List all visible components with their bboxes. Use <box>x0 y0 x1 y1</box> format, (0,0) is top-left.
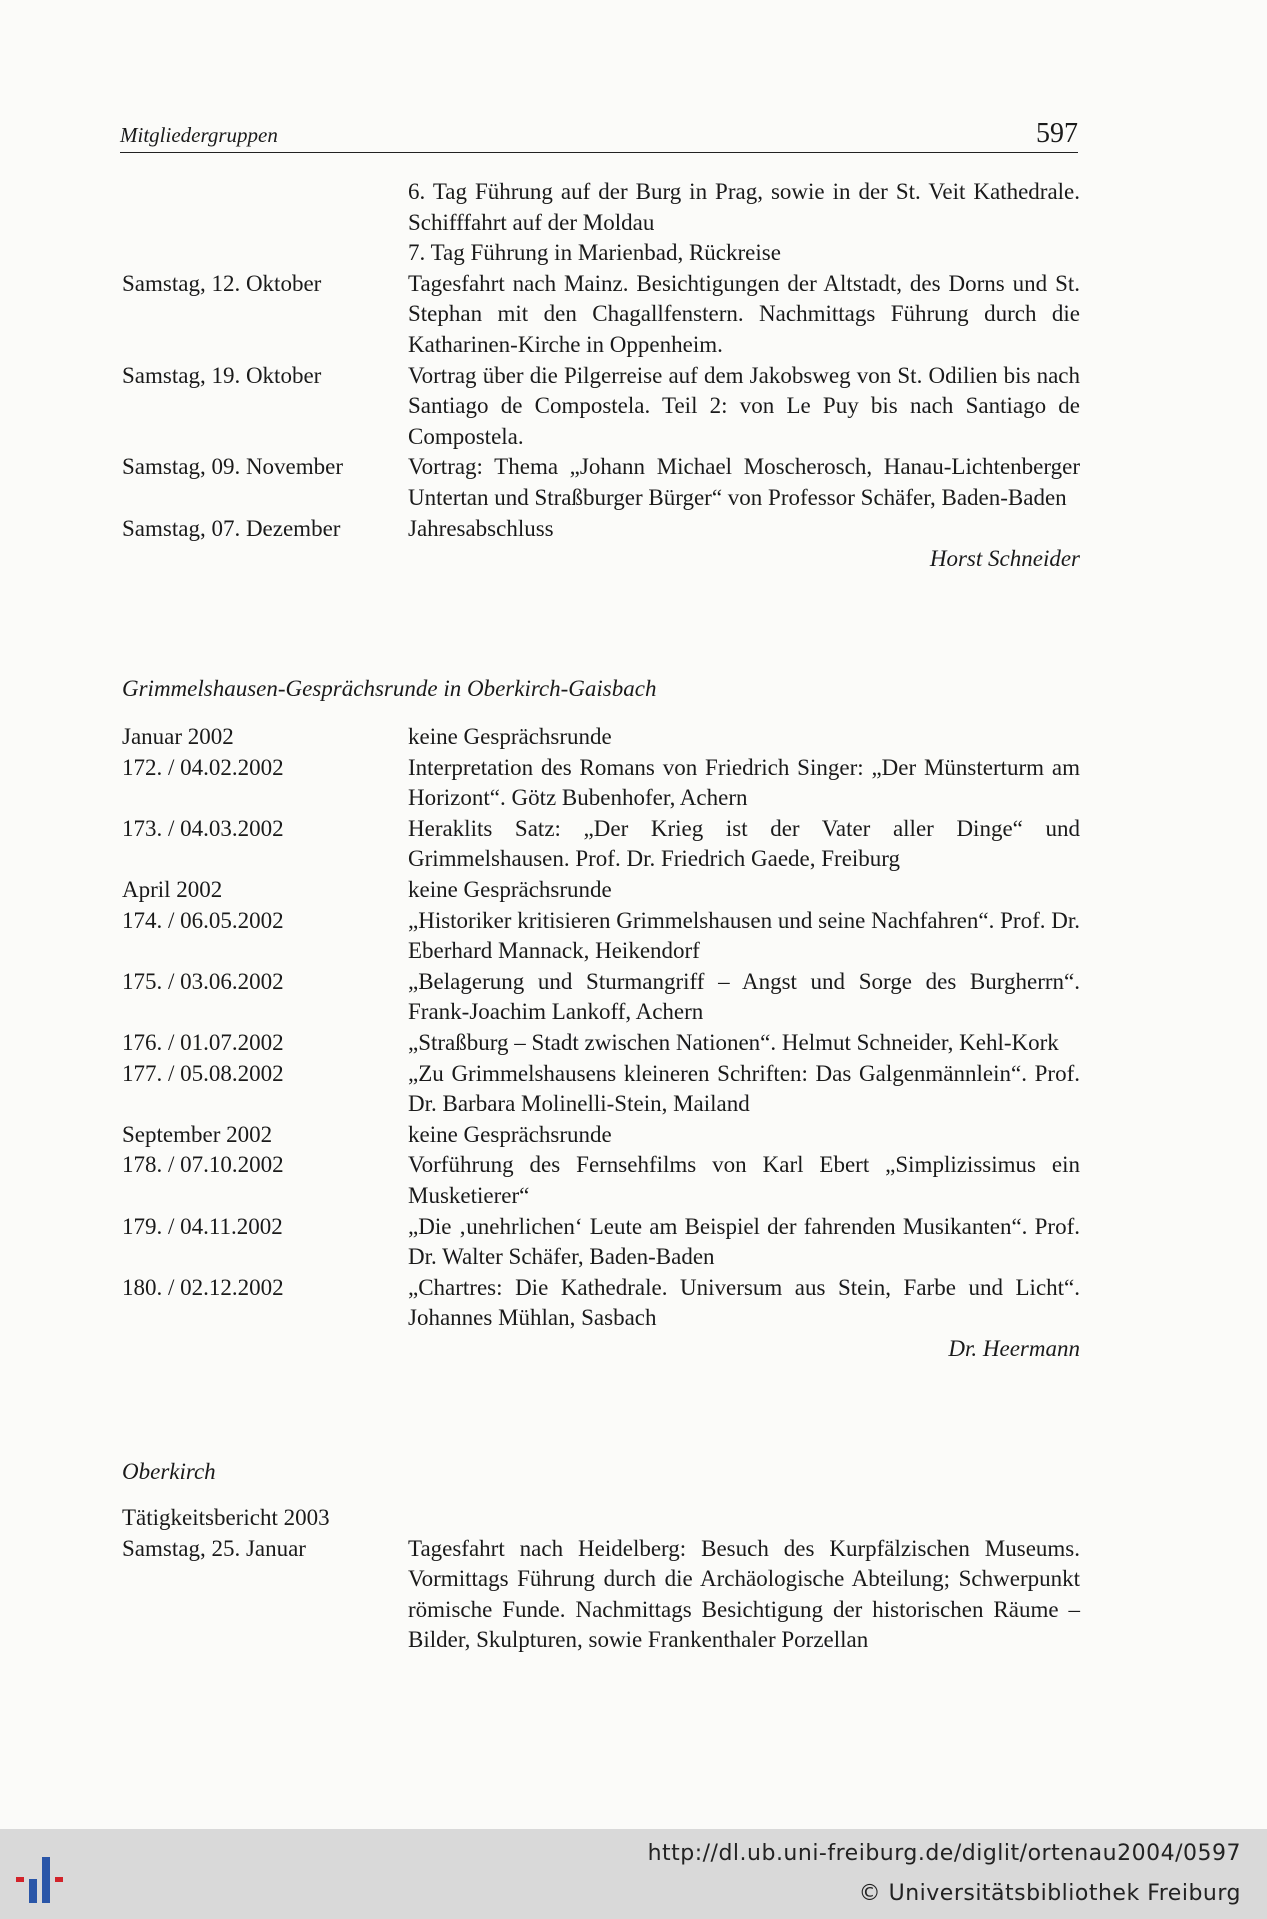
entry-text: 7. Tag Führung in Marienbad, Rückreise <box>408 240 781 266</box>
entry-date: September 2002 <box>122 1121 273 1147</box>
entry-text: Interpretation des Romans von Friedrich Singer: „Der Münsterturm am Horizont“. Götz Bubenhofer, Achern <box>408 754 1080 811</box>
entry-text: keine Gesprächsrunde <box>408 724 612 749</box>
running-head: Mitgliedergruppen <box>120 123 278 147</box>
program-entry <box>122 452 1080 513</box>
entry-text: keine Gesprächsrunde <box>408 1121 612 1147</box>
entry-date: April 2002 <box>122 876 223 902</box>
program-entry <box>122 1212 1080 1273</box>
program-entry <box>122 1028 1080 1059</box>
entry-text: Vortrag über die Pilgerreise auf dem Jakobsweg von St. Odilien bis nach Santiago de Compostela. Teil 2: von Le Puy bis nach Santiago de Compostela. <box>408 362 1080 449</box>
entry-text: Jahresabschluss <box>408 515 554 541</box>
section-grimmelshausen <box>122 722 1080 1364</box>
program-entry <box>122 514 1080 545</box>
copyright-text: © Universitätsbibliothek Freiburg <box>858 1881 1241 1906</box>
entry-text: keine Gesprächsrunde <box>408 876 612 902</box>
entry-text: „Belagerung und Sturmangriff – Angst und Sorge des Burgherrn“. Frank-Joachim Lankoff, Achern <box>408 968 1080 1025</box>
entry-text: Vortrag: Thema „Johann Michael Moscherosch, Hanau-Lichtenberger Untertan und Straßburger Bürger“ von Professor Schäfer, Baden-Baden <box>408 454 1080 510</box>
entry-date: Samstag, 19. Oktober <box>122 362 322 388</box>
subheading-row <box>122 1503 1080 1534</box>
entry-text: Heraklits Satz: „Der Krieg ist der Vater aller Dinge“ und Grimmelshausen. Prof. Dr. Friedrich Gaede, Freiburg <box>408 815 1080 872</box>
entry-text: „Historiker kritisieren Grimmelshausen und seine Nachfahren“. Prof. Dr. Eberhard Mannack, Heikendorf <box>408 907 1080 964</box>
program-entry <box>122 361 1080 453</box>
section-heading: Grimmelshausen-Gesprächsrunde in Oberkirch-Gaisbach <box>122 676 657 701</box>
signature: Dr. Heermann <box>948 1335 1080 1361</box>
entry-date: 180. / 02.12.2002 <box>122 1274 284 1300</box>
entry-date: Samstag, 09. November <box>122 454 344 480</box>
entry-date: 175. / 03.06.2002 <box>122 968 284 994</box>
program-entry <box>122 875 1080 906</box>
entry-date: 179. / 04.11.2002 <box>122 1213 283 1239</box>
ub-freiburg-logo-icon <box>16 1855 80 1905</box>
subheading: Tätigkeitsbericht 2003 <box>122 1505 330 1530</box>
entry-text: „Zu Grimmelshausens kleineren Schriften: Das Galgenmännlein“. Prof. Dr. Barbara Molinelli-Stein, Mailand <box>408 1060 1080 1117</box>
program-entry <box>122 967 1080 1028</box>
entry-date: Januar 2002 <box>122 724 234 749</box>
entry-date: Samstag, 25. Januar <box>122 1535 306 1561</box>
entry-text: „Chartres: Die Kathedrale. Universum aus Stein, Farbe und Licht“. Johannes Mühlan, Sasbach <box>408 1274 1080 1331</box>
program-entry <box>122 1150 1080 1211</box>
program-entry <box>122 269 1080 361</box>
entry-date: Samstag, 12. Oktober <box>122 270 322 296</box>
footer-bar <box>0 1829 1267 1919</box>
signature: Horst Schneider <box>929 546 1080 572</box>
entry-text: Tagesfahrt nach Heidelberg: Besuch des Kurpfälzischen Museums. Vormittags Führung durch die Archäologische Abteilung; Schwerpunkt römische Funde. Nachmittags Besichtigung der historischen Räume – Bilder, Skulpturen, sowie Frankenthaler Porzellan <box>408 1535 1080 1653</box>
source-url[interactable]: http://dl.ub.uni-freiburg.de/diglit/ortenau2004/0597 <box>647 1841 1241 1866</box>
entry-date: 173. / 04.03.2002 <box>122 815 284 841</box>
program-entry <box>122 1534 1080 1656</box>
entry-text: Vorführung des Fernsehfilms von Karl Ebert „Simplizissimus ein Musketierer“ <box>408 1152 1080 1208</box>
entry-date: 177. / 05.08.2002 <box>122 1060 284 1086</box>
page-number: 597 <box>1036 118 1078 149</box>
entry-text: 6. Tag Führung auf der Burg in Prag, sowie in der St. Veit Kathedrale. Schifffahrt auf der Moldau <box>408 179 1080 235</box>
entry-text: „Straßburg – Stadt zwischen Nationen“. Helmut Schneider, Kehl-Kork <box>408 1029 1059 1055</box>
program-entry <box>122 906 1080 967</box>
entry-date: 176. / 01.07.2002 <box>122 1029 284 1055</box>
entry-date: 172. / 04.02.2002 <box>122 754 284 780</box>
program-entry <box>122 753 1080 814</box>
entry-date: Samstag, 07. Dezember <box>122 515 341 541</box>
section-travel-program <box>122 177 1080 575</box>
continuation-entry <box>122 177 1080 238</box>
program-entry <box>122 1273 1080 1334</box>
section-heading: Oberkirch <box>122 1459 216 1484</box>
continuation-entry <box>122 238 1080 269</box>
section-oberkirch <box>122 1503 1080 1656</box>
entry-text: „Die ‚unehrlichen‘ Leute am Beispiel der fahrenden Musikanten“. Prof. Dr. Walter Schäfer, Baden-Baden <box>408 1213 1080 1270</box>
program-entry <box>122 1120 1080 1151</box>
page-header <box>120 110 1078 153</box>
entry-date: 174. / 06.05.2002 <box>122 907 284 933</box>
program-entry <box>122 1059 1080 1120</box>
program-entry <box>122 814 1080 875</box>
entry-date: 178. / 07.10.2002 <box>122 1152 284 1178</box>
entry-text: Tagesfahrt nach Mainz. Besichtigungen der Altstadt, des Dorns und St. Stephan mit den Chagallfenstern. Nachmittags Führung durch die Katharinen-Kirche in Oppenheim. <box>408 270 1080 357</box>
program-entry <box>122 722 1080 753</box>
